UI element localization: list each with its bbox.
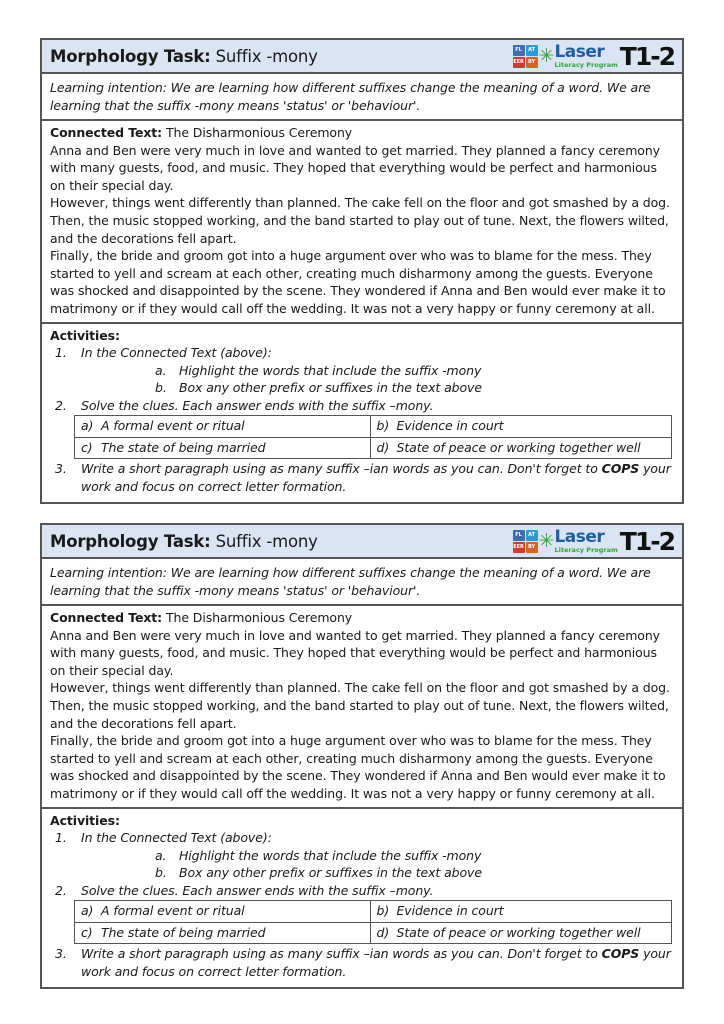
clue-cell-b [370,416,672,438]
clue-cell-d [370,437,672,459]
story-paragraph: Anna and Ben were very much in love and wanted to get married. They planned a fancy ceremony with many guests, food, and music. They hoped that everything would be perfect and harmonious on their special day. [50,142,660,193]
item-text [81,945,674,980]
logo-square-fl: FL [513,530,525,541]
starburst-icon: ✳ [538,44,555,67]
logo-text [554,41,618,69]
logo-squares-grid [513,530,538,553]
brand-name: Laser [554,41,605,62]
clue-text: The state of being married [101,439,266,455]
clue-table-row [75,901,672,923]
activity-subitem-a [155,847,674,865]
clue-label: a) [81,418,94,434]
item-number: 2. [55,882,67,898]
clue-label: c) [81,924,93,940]
activities-row [42,324,682,503]
title-label: Morphology Task: [50,531,211,551]
clue-cell-c [75,922,371,944]
clue-text: State of peace or working together well [396,924,641,940]
starburst-icon: ✳ [538,529,555,552]
activity-item-1 [55,829,674,847]
clue-label: b) [376,418,390,434]
connected-text-heading [50,124,674,142]
level-tag: T1-2 [619,41,674,71]
subitem-text: Box any other prefix or suffixes in the text above [179,865,482,881]
learning-intention-row [42,559,682,606]
activity-item-2 [55,397,674,415]
connected-text-row [42,606,682,809]
cops-label: COPS [601,946,640,962]
item-text: In the Connected Text (above): [81,345,272,361]
logo-square-eer: EER [513,542,525,553]
cops-label: COPS [601,461,640,477]
connected-text-row [42,121,682,324]
logo-square-by: BY [526,57,538,68]
story-paragraph: However, things went differently than planned. The cake fell on the floor and got smashed by a dog. Then, the music stopped working, and the band started to play out of tune. Next, the flowers wilted, and the decorations fell apart. [50,680,670,731]
item3-text-after: your work and focus on correct letter formation. [81,946,671,979]
clue-cell-b [370,901,672,923]
activity-item-2 [55,882,674,900]
subitem-letter: b. [155,865,167,881]
item3-text-before: Write a short paragraph using as many suffix –ian words as you can. Don't forget to [81,461,602,477]
clue-table [74,900,672,944]
title-row [42,40,682,74]
clue-table [74,415,672,459]
item-text: In the Connected Text (above): [81,830,272,846]
clue-text: State of peace or working together well [396,439,641,455]
brand-subtitle: Literacy Program [554,545,618,554]
activity-subitem-b [155,379,674,397]
logo-square-by: BY [526,542,538,553]
title-suffix: Suffix -mony [215,531,318,551]
logo-square-at: AT [526,45,538,56]
subitem-text: Highlight the words that include the suffix -mony [179,362,482,378]
subitem-letter: b. [155,380,167,396]
activities-row [42,809,682,988]
activity-subitem-b [155,864,674,882]
story-paragraph: However, things went differently than planned. The cake fell on the floor and got smashed by a dog. Then, the music stopped working, and the band started to play out of tune. Next, the flowers wilted, and the decorations fell apart. [50,195,670,246]
item-number: 1. [55,830,67,846]
clue-label: d) [376,924,390,940]
connected-text-heading [50,609,674,627]
clue-text: Evidence in court [396,418,504,434]
clue-table-row [75,437,672,459]
laser-literacy-logo [513,526,674,556]
clue-label: a) [81,903,94,919]
activity-item-3 [55,945,674,980]
logo-square-eer: EER [513,57,525,68]
story-paragraph: Anna and Ben were very much in love and wanted to get married. They planned a fancy ceremony with many guests, food, and music. They hoped that everything would be perfect and harmonious on their special day. [50,627,660,678]
clue-table-row [75,416,672,438]
learning-intention-text: Learning intention: We are learning how different suffixes change the meaning of a word. We are learning that the suffix -mony means 'status' or 'behaviour'. [50,80,651,113]
subitem-text: Box any other prefix or suffixes in the text above [179,380,482,396]
subitem-letter: a. [155,362,167,378]
title-label: Morphology Task: [50,46,211,66]
learning-intention-row [42,74,682,121]
story-paragraph: Finally, the bride and groom got into a huge argument over who was to blame for the mess. They started to yell and scream at each other, creating much disharmony among the guests. Everyone was shocked and disappointed by the scene. They wondered if Anna and Ben would ever make it to matrimony or if they would call off the wedding. It was not a very happy or funny ceremony at all. [50,248,666,316]
page-title [50,532,318,551]
item-number: 3. [55,946,67,962]
clue-text: The state of being married [101,924,266,940]
laser-literacy-logo [513,41,674,71]
worksheet-card [40,38,684,504]
subitem-text: Highlight the words that include the suffix -mony [179,847,482,863]
activities-heading: Activities: [50,327,120,343]
item-number: 2. [55,397,67,413]
title-row [42,525,682,559]
connected-text-label: Connected Text: [50,125,163,140]
clue-text: A formal event or ritual [101,418,245,434]
level-tag: T1-2 [619,526,674,556]
logo-text [554,526,618,554]
item-text: Solve the clues. Each answer ends with the suffix –mony. [81,397,434,413]
page-title [50,47,318,66]
activity-item-1 [55,344,674,362]
title-suffix: Suffix -mony [215,46,318,66]
activities-heading: Activities: [50,812,120,828]
clue-cell-a [75,416,371,438]
item-text: Solve the clues. Each answer ends with the suffix –mony. [81,882,434,898]
worksheet-card [40,523,684,989]
item3-text-after: your work and focus on correct letter formation. [81,461,671,494]
subitem-letter: a. [155,847,167,863]
clue-cell-a [75,901,371,923]
clue-label: b) [376,903,390,919]
connected-text-title: The Disharmonious Ceremony [165,610,353,626]
brand-subtitle: Literacy Program [554,60,618,69]
clue-cell-d [370,922,672,944]
logo-squares-grid [513,45,538,68]
item3-text-before: Write a short paragraph using as many suffix –ian words as you can. Don't forget to [81,946,602,962]
logo-square-fl: FL [513,45,525,56]
clue-text: Evidence in court [396,903,504,919]
connected-text-title: The Disharmonious Ceremony [165,125,353,140]
item-number: 1. [55,345,67,361]
clue-text: A formal event or ritual [101,903,245,919]
clue-cell-c [75,437,371,459]
brand-name: Laser [554,526,605,547]
clue-label: d) [376,439,390,455]
clue-table-row [75,922,672,944]
activity-item-3 [55,460,674,495]
activity-subitem-a [155,362,674,380]
item-text [81,460,674,495]
logo-square-at: AT [526,530,538,541]
learning-intention-text: Learning intention: We are learning how different suffixes change the meaning of a word. We are learning that the suffix -mony means 'status' or 'behaviour'. [50,565,651,598]
connected-text-label: Connected Text: [50,610,163,626]
story-paragraph: Finally, the bride and groom got into a huge argument over who was to blame for the mess. They started to yell and scream at each other, creating much disharmony among the guests. Everyone was shocked and disappointed by the scene. They wondered if Anna and Ben would ever make it to matrimony or if they would call off the wedding. It was not a very happy or funny ceremony at all. [50,733,666,801]
item-number: 3. [55,461,67,477]
clue-label: c) [81,439,93,455]
